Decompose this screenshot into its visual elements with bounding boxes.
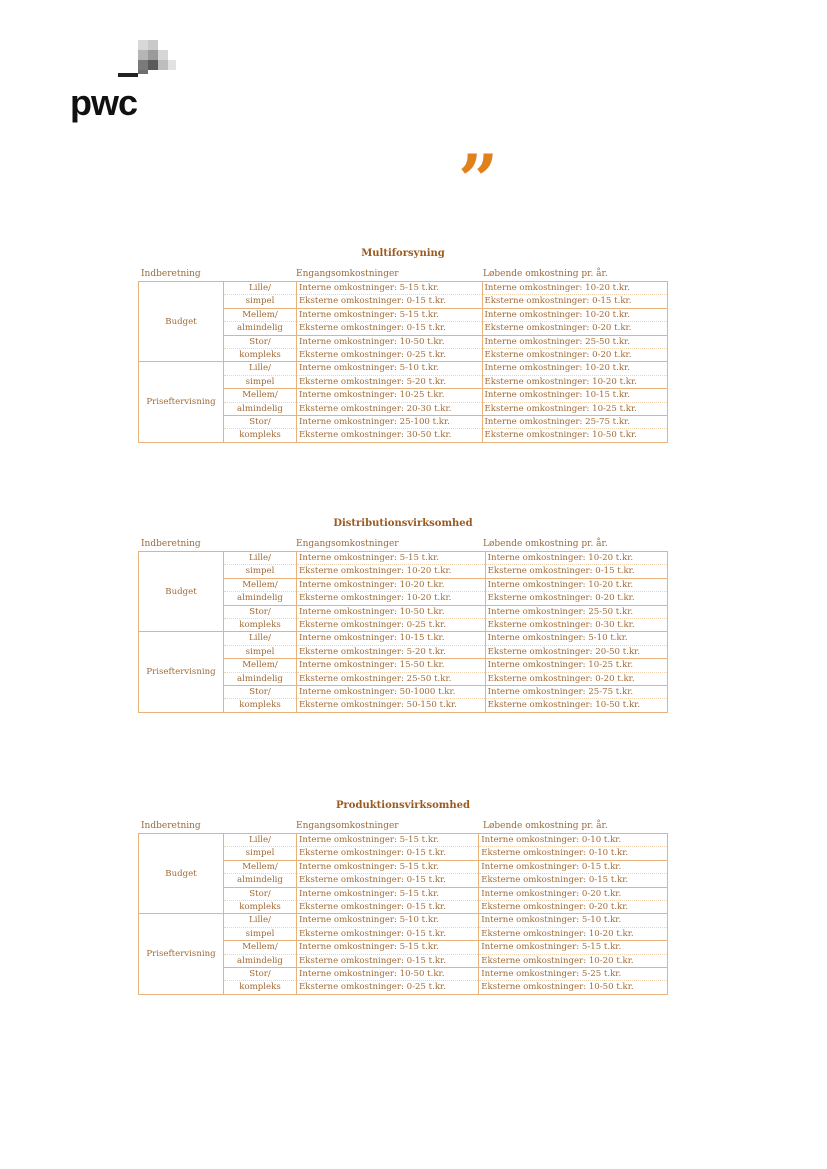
- running-cost-cell: Eksterne omkostninger: 10-50 t.kr.: [482, 429, 668, 442]
- running-cost-cell: Eksterne omkostninger: 0-15 t.kr.: [485, 565, 667, 578]
- size-cell: simpel: [224, 295, 297, 308]
- header-reporting: Indberetning: [141, 269, 201, 279]
- size-cell: Mellem/: [224, 860, 297, 873]
- size-cell: simpel: [224, 847, 297, 860]
- size-cell: almindelig: [224, 954, 297, 967]
- one-time-cost-cell: Eksterne omkostninger: 30-50 t.kr.: [297, 429, 483, 442]
- one-time-cost-cell: Interne omkostninger: 5-15 t.kr.: [297, 941, 479, 954]
- reporting-type-cell: Priseftervisning: [139, 632, 224, 712]
- size-cell: Stor/: [224, 605, 297, 618]
- one-time-cost-cell: Eksterne omkostninger: 0-25 t.kr.: [297, 349, 483, 362]
- one-time-cost-cell: Interne omkostninger: 15-50 t.kr.: [297, 659, 486, 672]
- header-one-time: Engangsomkostninger: [296, 269, 399, 279]
- size-cell: almindelig: [224, 402, 297, 415]
- one-time-cost-cell: Eksterne omkostninger: 50-150 t.kr.: [297, 699, 486, 712]
- size-cell: almindelig: [224, 874, 297, 887]
- column-header-row: [138, 539, 668, 551]
- one-time-cost-cell: Eksterne omkostninger: 0-15 t.kr.: [297, 874, 479, 887]
- table-row: [139, 632, 668, 645]
- one-time-cost-cell: Interne omkostninger: 10-25 t.kr.: [297, 389, 483, 402]
- pwc-logo: [70, 40, 180, 123]
- running-cost-cell: Interne omkostninger: 25-50 t.kr.: [482, 335, 668, 348]
- table-row: [139, 914, 668, 927]
- table-row: [139, 362, 668, 375]
- size-cell: simpel: [224, 645, 297, 658]
- one-time-cost-cell: Eksterne omkostninger: 0-15 t.kr.: [297, 295, 483, 308]
- one-time-cost-cell: Interne omkostninger: 5-15 t.kr.: [297, 860, 479, 873]
- header-running: Løbende omkostning pr. år.: [483, 269, 608, 279]
- header-one-time: Engangsomkostninger: [296, 821, 399, 831]
- running-cost-cell: Interne omkostninger: 25-75 t.kr.: [485, 686, 667, 699]
- reporting-type-cell: Priseftervisning: [139, 362, 224, 442]
- running-cost-cell: Eksterne omkostninger: 0-30 t.kr.: [485, 619, 667, 632]
- running-cost-cell: Eksterne omkostninger: 10-25 t.kr.: [482, 402, 668, 415]
- cost-table: [138, 833, 668, 995]
- running-cost-cell: Eksterne omkostninger: 10-20 t.kr.: [482, 375, 668, 388]
- one-time-cost-cell: Interne omkostninger: 5-10 t.kr.: [297, 914, 479, 927]
- one-time-cost-cell: Eksterne omkostninger: 20-30 t.kr.: [297, 402, 483, 415]
- running-cost-cell: Eksterne omkostninger: 0-20 t.kr.: [485, 592, 667, 605]
- running-cost-cell: Interne omkostninger: 10-20 t.kr.: [485, 552, 667, 565]
- one-time-cost-cell: Eksterne omkostninger: 0-25 t.kr.: [297, 981, 479, 994]
- size-cell: Lille/: [224, 834, 297, 847]
- size-cell: Stor/: [224, 887, 297, 900]
- size-cell: kompleks: [224, 699, 297, 712]
- running-cost-cell: Interne omkostninger: 0-20 t.kr.: [479, 887, 668, 900]
- running-cost-cell: Interne omkostninger: 25-50 t.kr.: [485, 605, 667, 618]
- size-cell: Mellem/: [224, 578, 297, 591]
- column-header-row: [138, 821, 668, 833]
- running-cost-cell: Eksterne omkostninger: 10-20 t.kr.: [479, 954, 668, 967]
- reporting-type-cell: Priseftervisning: [139, 914, 224, 994]
- size-cell: kompleks: [224, 429, 297, 442]
- cost-section: [138, 800, 668, 995]
- one-time-cost-cell: Interne omkostninger: 5-15 t.kr.: [297, 308, 483, 321]
- running-cost-cell: Eksterne omkostninger: 0-20 t.kr.: [482, 349, 668, 362]
- cost-section: [138, 248, 668, 443]
- column-header-row: [138, 269, 668, 281]
- one-time-cost-cell: Eksterne omkostninger: 0-15 t.kr.: [297, 927, 479, 940]
- header-one-time: Engangsomkostninger: [296, 539, 399, 549]
- one-time-cost-cell: Eksterne omkostninger: 0-25 t.kr.: [297, 619, 486, 632]
- one-time-cost-cell: Interne omkostninger: 50-1000 t.kr.: [297, 686, 486, 699]
- one-time-cost-cell: Eksterne omkostninger: 10-20 t.kr.: [297, 565, 486, 578]
- running-cost-cell: Eksterne omkostninger: 0-20 t.kr.: [482, 322, 668, 335]
- one-time-cost-cell: Eksterne omkostninger: 10-20 t.kr.: [297, 592, 486, 605]
- running-cost-cell: Eksterne omkostninger: 20-50 t.kr.: [485, 645, 667, 658]
- quote-mark: ”: [458, 139, 499, 222]
- running-cost-cell: Interne omkostninger: 5-10 t.kr.: [479, 914, 668, 927]
- size-cell: kompleks: [224, 901, 297, 914]
- running-cost-cell: Eksterne omkostninger: 0-10 t.kr.: [479, 847, 668, 860]
- size-cell: Lille/: [224, 632, 297, 645]
- size-cell: kompleks: [224, 981, 297, 994]
- cost-table: [138, 551, 668, 713]
- running-cost-cell: Interne omkostninger: 10-15 t.kr.: [482, 389, 668, 402]
- one-time-cost-cell: Eksterne omkostninger: 0-15 t.kr.: [297, 847, 479, 860]
- running-cost-cell: Eksterne omkostninger: 0-15 t.kr.: [479, 874, 668, 887]
- one-time-cost-cell: Interne omkostninger: 10-50 t.kr.: [297, 968, 479, 981]
- one-time-cost-cell: Interne omkostninger: 5-15 t.kr.: [297, 282, 483, 295]
- size-cell: Stor/: [224, 968, 297, 981]
- running-cost-cell: Interne omkostninger: 25-75 t.kr.: [482, 416, 668, 429]
- header-reporting: Indberetning: [141, 539, 201, 549]
- running-cost-cell: Interne omkostninger: 5-25 t.kr.: [479, 968, 668, 981]
- size-cell: Mellem/: [224, 659, 297, 672]
- one-time-cost-cell: Eksterne omkostninger: 5-20 t.kr.: [297, 375, 483, 388]
- one-time-cost-cell: Interne omkostninger: 5-10 t.kr.: [297, 362, 483, 375]
- reporting-type-cell: Budget: [139, 282, 224, 362]
- cost-table: [138, 281, 668, 443]
- reporting-type-cell: Budget: [139, 834, 224, 914]
- size-cell: Mellem/: [224, 941, 297, 954]
- running-cost-cell: Eksterne omkostninger: 0-15 t.kr.: [482, 295, 668, 308]
- size-cell: almindelig: [224, 672, 297, 685]
- header-running: Løbende omkostning pr. år.: [483, 539, 608, 549]
- size-cell: almindelig: [224, 592, 297, 605]
- running-cost-cell: Interne omkostninger: 10-20 t.kr.: [485, 578, 667, 591]
- size-cell: Lille/: [224, 282, 297, 295]
- running-cost-cell: Interne omkostninger: 10-25 t.kr.: [485, 659, 667, 672]
- running-cost-cell: Eksterne omkostninger: 0-20 t.kr.: [479, 901, 668, 914]
- one-time-cost-cell: Eksterne omkostninger: 25-50 t.kr.: [297, 672, 486, 685]
- running-cost-cell: Interne omkostninger: 0-15 t.kr.: [479, 860, 668, 873]
- table-row: [139, 552, 668, 565]
- one-time-cost-cell: Interne omkostninger: 5-15 t.kr.: [297, 887, 479, 900]
- one-time-cost-cell: Eksterne omkostninger: 5-20 t.kr.: [297, 645, 486, 658]
- one-time-cost-cell: Interne omkostninger: 5-15 t.kr.: [297, 552, 486, 565]
- one-time-cost-cell: Interne omkostninger: 10-50 t.kr.: [297, 605, 486, 618]
- running-cost-cell: Interne omkostninger: 10-20 t.kr.: [482, 308, 668, 321]
- size-cell: simpel: [224, 565, 297, 578]
- header-reporting: Indberetning: [141, 821, 201, 831]
- one-time-cost-cell: Eksterne omkostninger: 0-15 t.kr.: [297, 901, 479, 914]
- size-cell: Lille/: [224, 914, 297, 927]
- section-title: Multiforsyning: [361, 248, 445, 259]
- reporting-type-cell: Budget: [139, 552, 224, 632]
- size-cell: Lille/: [224, 552, 297, 565]
- table-row: [139, 834, 668, 847]
- size-cell: Stor/: [224, 686, 297, 699]
- size-cell: kompleks: [224, 619, 297, 632]
- one-time-cost-cell: Eksterne omkostninger: 0-15 t.kr.: [297, 322, 483, 335]
- running-cost-cell: Eksterne omkostninger: 10-50 t.kr.: [485, 699, 667, 712]
- running-cost-cell: Interne omkostninger: 5-10 t.kr.: [485, 632, 667, 645]
- one-time-cost-cell: Eksterne omkostninger: 0-15 t.kr.: [297, 954, 479, 967]
- header-running: Løbende omkostning pr. år.: [483, 821, 608, 831]
- cost-section: [138, 518, 668, 713]
- running-cost-cell: Interne omkostninger: 10-20 t.kr.: [482, 282, 668, 295]
- running-cost-cell: Interne omkostninger: 10-20 t.kr.: [482, 362, 668, 375]
- size-cell: Mellem/: [224, 308, 297, 321]
- size-cell: Stor/: [224, 335, 297, 348]
- size-cell: Lille/: [224, 362, 297, 375]
- section-title: Distributionsvirksomhed: [333, 518, 473, 529]
- pwc-wordmark: pwc: [70, 82, 138, 123]
- size-cell: almindelig: [224, 322, 297, 335]
- running-cost-cell: Eksterne omkostninger: 10-50 t.kr.: [479, 981, 668, 994]
- running-cost-cell: Interne omkostninger: 5-15 t.kr.: [479, 941, 668, 954]
- size-cell: kompleks: [224, 349, 297, 362]
- running-cost-cell: Eksterne omkostninger: 0-20 t.kr.: [485, 672, 667, 685]
- running-cost-cell: Interne omkostninger: 0-10 t.kr.: [479, 834, 668, 847]
- one-time-cost-cell: Interne omkostninger: 10-15 t.kr.: [297, 632, 486, 645]
- table-row: [139, 282, 668, 295]
- size-cell: simpel: [224, 375, 297, 388]
- one-time-cost-cell: Interne omkostninger: 10-50 t.kr.: [297, 335, 483, 348]
- size-cell: Stor/: [224, 416, 297, 429]
- one-time-cost-cell: Interne omkostninger: 10-20 t.kr.: [297, 578, 486, 591]
- section-title: Produktionsvirksomhed: [336, 800, 470, 811]
- running-cost-cell: Eksterne omkostninger: 10-20 t.kr.: [479, 927, 668, 940]
- one-time-cost-cell: Interne omkostninger: 25-100 t.kr.: [297, 416, 483, 429]
- size-cell: Mellem/: [224, 389, 297, 402]
- size-cell: simpel: [224, 927, 297, 940]
- one-time-cost-cell: Interne omkostninger: 5-15 t.kr.: [297, 834, 479, 847]
